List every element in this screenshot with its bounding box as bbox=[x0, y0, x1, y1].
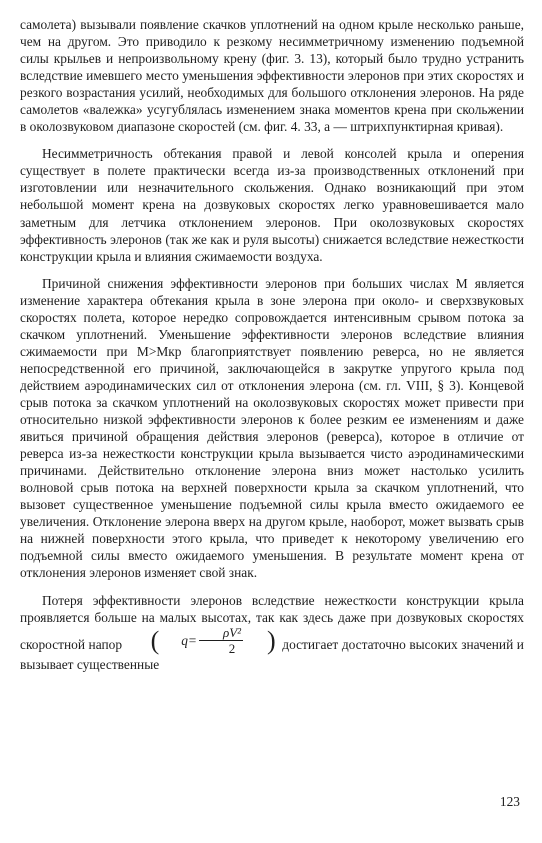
formula-numerator: ρV² bbox=[199, 626, 243, 641]
right-paren: ) bbox=[267, 625, 276, 655]
formula-denominator: 2 bbox=[228, 640, 236, 656]
paragraph-4-text-before: Потеря эффективности элеронов вследствие нежесткости конструкции крыла проявляется больше на малых высотах, так как здесь даже при дозвуковых скоростях скоростной напор bbox=[20, 592, 524, 652]
page-number: 123 bbox=[499, 794, 520, 809]
paragraph-4-text-after: достигает достаточно высоких значений и вызывает существенные bbox=[20, 636, 524, 672]
formula-fraction bbox=[199, 626, 243, 656]
paragraph-4 bbox=[20, 592, 524, 673]
left-paren: ( bbox=[150, 625, 160, 655]
paragraph-1: самолета) вызывали появление скачков уплотнений на одном крыле несколько раньше, чем на другом. Это приводило к резкому несимметричному изменению подъемной силы крыльев и непроизвольному крену (фиг. 3. 13), который было трудно устранить вследствие имевшего место уменьшения эффективности элеронов при этих скоростях и резкого возрастания усилий, необходимых для большого отклонения элеронов. На ряде самолетов «валежка» усугублялась изменением знака моментов крена при скольжении в околозвуковом диапазоне скоростей (см. фиг. 4. 33, а — штрихпунктирная кривая). bbox=[20, 17, 524, 135]
formula-lhs: q= bbox=[181, 633, 197, 649]
book-page bbox=[20, 16, 524, 673]
paragraph-3: Причиной снижения эффективности элеронов при больших числах М является изменение характера обтекания крыла в зоне элерона при около- и сверхзвуковых скоростях полета, которое нередко сопровождается интенсивным срывом потока за скачком уплотнений. Уменьшение эффективности элеронов вследствие влияния сжимаемости при M>Mкр благоприятствует появлению реверса, но не является непосредственной его причиной, заключающейся в закрутке упругого крыла под действием аэродинамических сил от отклонения элерона (см. гл. VIII, § 3). Концевой срыв потока за скачком уплотнений на околозвуковых скоростях может привести при относительно низкой эффективности элеронов к более резким ее изменениям и даже явиться причиной обращения действия элеронов (реверса), которое в отличие от реверса из-за нежесткости конструкции крыла вызывается чисто аэродинамическими причинами. Действительно отклонение элерона вниз может настолько усилить волновой срыв потока на верхней поверхности крыла за скачком уплотнений, что вызовет существенное уменьшение подъемной силы крыла вместо ожидаемого ее увеличения. Отклонение элерона вверх на другом крыле, наоборот, может вызвать срыв на нижней поверхности этого крыла, что приведет к некоторому увеличению его подъемной силы вместо ожидаемого уменьшения. В результате момент крена от отклонения элеронов изменяет свой знак. bbox=[20, 275, 524, 581]
dynamic-pressure-formula bbox=[129, 626, 276, 656]
paragraph-2: Несимметричность обтекания правой и левой консолей крыла и оперения существует в полете практически всегда из-за производственных отклонений при изготовлении или незначительного скольжения. Однако возникающий при этом небольшой момент крена на дозвуковых скоростях легко уравновешивается мало заметным для летчика отклонением элеронов. При околозвуковых скоростях эффективность элеронов (так же как и руля высоты) снижается вследствие нежесткости конструкции крыла и влияния сжимаемости воздуха. bbox=[20, 146, 524, 264]
